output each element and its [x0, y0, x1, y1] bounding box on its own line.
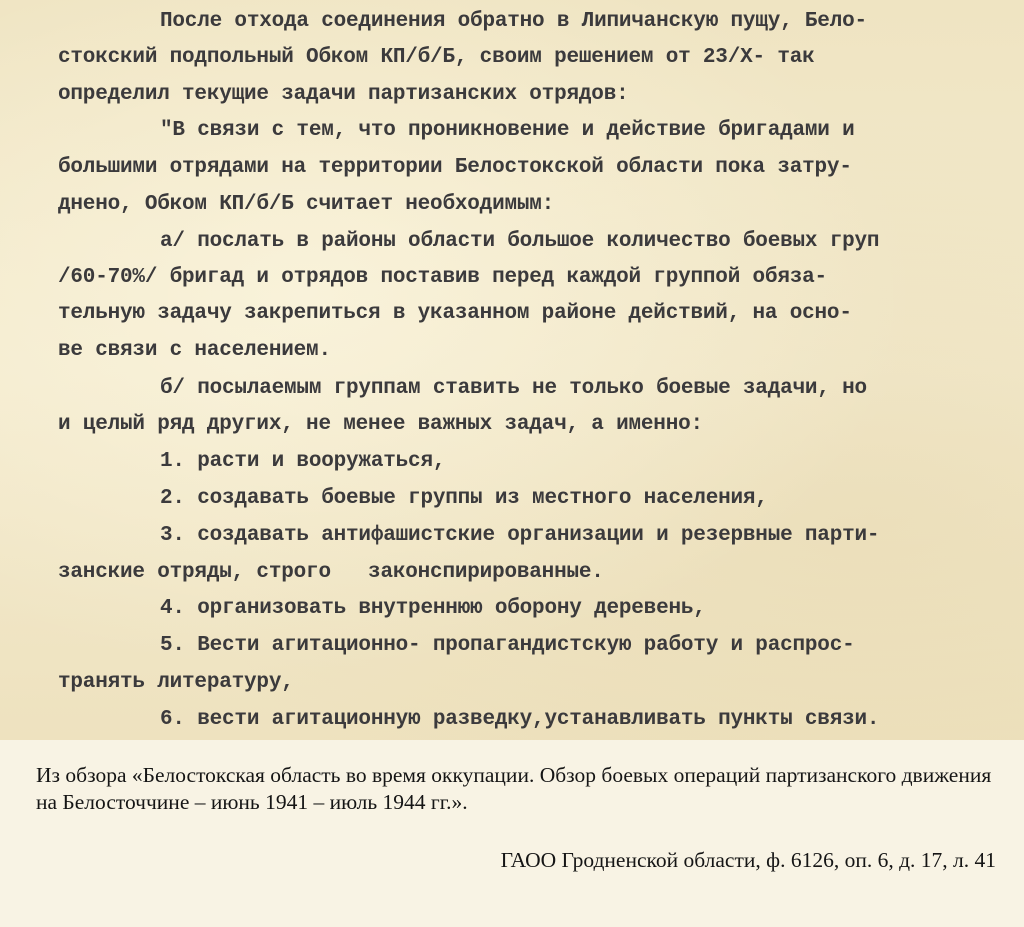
doc-line-17: 4. организовать внутреннюю оборону деревень, — [160, 597, 706, 620]
doc-line-16: занские отряды, строго законспирированные. — [58, 561, 604, 584]
doc-line-3: определил текущие задачи партизанских отрядов: — [58, 83, 629, 106]
doc-line-20: 6. вести агитационную разведку,устанавливать пункты связи. — [160, 708, 880, 731]
doc-line-15: 3. создавать антифашистские организации и резервные парти- — [160, 524, 880, 547]
doc-line-2: стокский подпольный Обком КП/б/Б, своим решением от 23/Х- так — [58, 46, 815, 69]
doc-line-14: 2. создавать боевые группы из местного населения, — [160, 487, 768, 510]
doc-line-6: днено, Обком КП/б/Б считает необходимым: — [58, 193, 555, 216]
caption-source-text: Из обзора «Белостокская область во время оккупации. Обзор боевых операций партизанского движения на Белосточчине – июнь 1941 – июль 1944 гг.». — [36, 763, 992, 814]
doc-line-5: большими отрядами на территории Белостокской области пока затру- — [58, 156, 852, 179]
doc-line-10: ве связи с населением. — [58, 339, 331, 362]
doc-line-12: и целый ряд других, не менее важных задач, а именно: — [58, 413, 703, 436]
archive-reference: ГАОО Гродненской области, ф. 6126, оп. 6, д. 17, л. 41 — [500, 848, 996, 872]
doc-line-1: После отхода соединения обратно в Липичанскую пущу, Бело- — [160, 10, 867, 33]
doc-line-7: а/ послать в районы области большое количество боевых груп — [160, 230, 880, 253]
doc-line-9: тельную задачу закрепиться в указанном районе действий, на осно- — [58, 302, 852, 325]
doc-line-4: "В связи с тем, что проникновение и действие бригадами и — [160, 119, 855, 142]
doc-line-19: транять литературу, — [58, 671, 294, 694]
doc-line-8: /60-70%/ бригад и отрядов поставив перед каждой группой обяза- — [58, 266, 827, 289]
doc-line-11: б/ посылаемым группам ставить не только боевые задачи, но — [160, 377, 867, 400]
image-caption — [0, 740, 1024, 927]
doc-line-13: 1. расти и вооружаться, — [160, 450, 446, 473]
doc-line-18: 5. Вести агитационно- пропагандистскую работу и распрос- — [160, 634, 855, 657]
